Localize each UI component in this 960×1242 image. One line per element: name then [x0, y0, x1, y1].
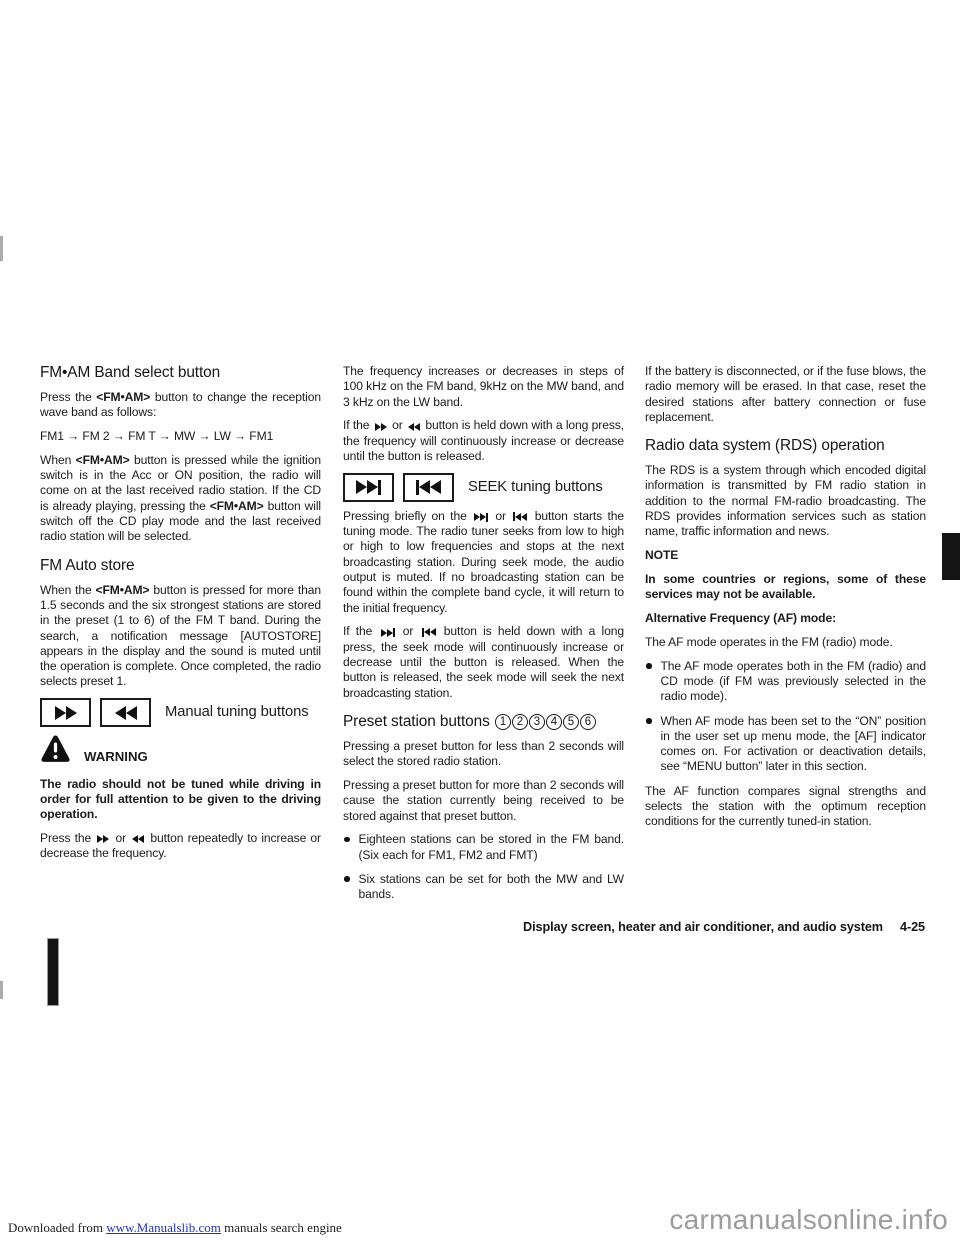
text-run: button repeatedly to increase or decrease the frequency.	[40, 830, 321, 861]
seek-forward-icon	[474, 513, 488, 522]
bullet-item	[343, 832, 624, 863]
bullet-text	[661, 659, 927, 705]
column-middle	[343, 364, 624, 912]
text-run: The frequency increases or decreases in steps of 100 kHz on the FM band, 9kHz on the MW band, and 3 kHz on the LW band.	[343, 364, 624, 409]
preset-number-badge: 5	[563, 714, 579, 730]
text-run: button is held down with a long press, the frequency will continuously increase or decrease until the button is released.	[343, 418, 624, 463]
page-number: 4-25	[900, 920, 925, 934]
preset-number-badges	[494, 713, 596, 730]
paragraph	[343, 418, 624, 464]
preset-number-badge: 4	[546, 714, 562, 730]
bold-text: The radio should not be tuned while driving in order for full attention to be given to the driving operation.	[40, 776, 321, 822]
paragraph	[343, 778, 624, 824]
text-run: When AF mode has been set to the “ON” position in the user set up menu mode, the [AF] indicator comes on. For activation or deactivation details, see “MENU button” later in this section.	[660, 713, 926, 774]
seek-backward-button	[403, 473, 454, 502]
bold-paragraph	[40, 777, 321, 823]
paragraph	[40, 453, 321, 545]
rewind-icon	[408, 423, 420, 431]
section-heading	[40, 557, 321, 575]
paragraph	[40, 429, 321, 444]
paragraph	[343, 364, 624, 410]
text-run: button will switch off the CD play mode and the last received radio station will be selected.	[40, 498, 321, 544]
preset-number-badge: 6	[580, 714, 596, 730]
bold-text: <FM•AM>	[75, 452, 130, 467]
fast-forward-icon	[97, 835, 109, 843]
fast-forward-icon	[55, 706, 77, 720]
text-run: button is pressed for more than 1.5 seconds and the six strongest stations are stored in the preset (1 to 6) of the FM T band. During the search, a notification message [AUTOSTORE] appears in the display and the sound is muted until the operation is complete. Once completed, the radio selects preset 1.	[40, 582, 321, 689]
text-run: Pressing a preset button for less than 2 seconds will select the stored radio station.	[343, 738, 624, 769]
paragraph	[343, 739, 624, 770]
text-run: or	[111, 830, 131, 845]
bold-paragraph	[645, 611, 926, 626]
text-run: FM•AM Band select button	[40, 364, 221, 381]
bullet-icon	[344, 837, 350, 843]
warning-triangle-icon	[40, 734, 71, 767]
bullet-icon	[646, 718, 652, 724]
text-run: or	[388, 418, 407, 433]
seek-forward-button	[343, 473, 394, 502]
paragraph	[40, 583, 321, 690]
bullet-item	[645, 714, 926, 775]
bold-text: <FM•AM>	[209, 498, 264, 513]
scan-artifact-bar	[48, 939, 58, 1005]
text-run: or	[490, 508, 512, 523]
paragraph	[40, 831, 321, 862]
preset-number-badge: 1	[495, 714, 511, 730]
text-run: Pressing briefly on the	[343, 508, 473, 523]
text-run: When the	[40, 582, 96, 597]
seek-forward-icon	[356, 480, 381, 495]
bold-text: <FM•AM>	[96, 390, 151, 404]
text-run: FM Auto store	[40, 556, 135, 574]
fast-forward-icon	[375, 423, 387, 431]
bullet-item	[343, 872, 624, 903]
text-run: If the	[343, 418, 373, 433]
bold-paragraph	[645, 572, 926, 603]
text-run: The AF function compares signal strengths and selects the station with the optimum reception conditions for the currently tuned-in station.	[645, 783, 926, 829]
section-heading	[343, 713, 624, 731]
bold-text: <FM•AM>	[95, 582, 150, 597]
text-run: button to change the reception wave band as follows:	[40, 390, 321, 420]
text-run: If the battery is disconnected, or if the fuse blows, the radio memory will be erased. In that case, reset the desired stations after battery connection or fuse replacement.	[645, 364, 926, 424]
download-note-suffix: manuals search engine	[220, 1220, 342, 1235]
preset-number-badge: 3	[529, 714, 545, 730]
rewind-icon	[132, 835, 144, 843]
seek-backward-icon	[416, 480, 441, 495]
bold-text: In some countries or regions, some of these services may not be available.	[645, 571, 926, 602]
bullet-icon	[344, 876, 350, 882]
bullet-text	[661, 714, 927, 775]
text-run: The AF mode operates both in the FM (radio) and CD mode (if FM was previously selected in the radio mode).	[660, 658, 926, 704]
text-run: Press the	[40, 390, 97, 404]
seek-backward-icon	[422, 628, 436, 637]
bullet-item	[645, 659, 926, 705]
preset-number-badge: 2	[512, 714, 528, 730]
column-left	[40, 364, 321, 870]
paragraph	[40, 390, 321, 421]
text-run: Six stations can be set for both the MW and LW bands.	[358, 871, 624, 902]
paragraph	[645, 784, 926, 830]
page-footer	[523, 920, 925, 934]
watermark: carmanualsonline.info	[669, 1204, 948, 1235]
button-row-label: Manual tuning buttons	[165, 704, 309, 721]
button-illustration-row	[40, 698, 321, 727]
text-run: The AF mode operates in the FM (radio) mode.	[645, 634, 893, 649]
warning-row	[40, 734, 321, 767]
bullet-text	[359, 872, 625, 903]
text-run: If the	[343, 624, 379, 639]
text-run: The RDS is a system through which encoded digital information is transmitted by FM radio station in addition to the normal FM-radio broadcasting. The RDS provides information services such as station name, traffic information and news.	[645, 463, 926, 539]
fast-forward-button	[40, 698, 91, 727]
paragraph	[645, 635, 926, 650]
bold-paragraph	[645, 548, 926, 563]
column-right	[645, 364, 926, 838]
text-run: button is held down with a long press, the seek mode will continuously increase or decrease until the button is released. When the button is released, the seek mode will seek the next broadcasting station.	[343, 624, 624, 700]
bullet-text	[359, 832, 625, 863]
bold-text: NOTE	[645, 548, 679, 563]
scan-artifact-strip	[0, 236, 3, 261]
download-note	[8, 1220, 342, 1236]
warning-label: WARNING	[84, 749, 148, 765]
bullet-icon	[646, 663, 652, 669]
rewind-button	[100, 698, 151, 727]
text-run: Press the	[40, 830, 96, 845]
button-row-label: SEEK tuning buttons	[468, 478, 603, 495]
manualslib-link[interactable]: www.Manualslib.com	[106, 1220, 221, 1235]
seek-forward-icon	[381, 628, 395, 637]
paragraph	[343, 509, 624, 616]
text-run: When	[40, 452, 76, 467]
text-run: Pressing a preset button for more than 2 seconds will cause the station currently being received to be stored against that preset button.	[343, 777, 624, 823]
text-run: Preset station buttons	[343, 712, 494, 730]
download-note-prefix: Downloaded from	[8, 1220, 107, 1235]
text-run: Eighteen stations can be stored in the FM band. (Six each for FM1, FM2 and FMT)	[358, 832, 624, 862]
scan-artifact-strip	[0, 981, 3, 999]
footer-section-title: Display screen, heater and air conditioner, and audio system	[523, 920, 883, 934]
section-tab-marker	[942, 533, 960, 580]
section-heading	[645, 437, 926, 455]
paragraph	[645, 364, 926, 425]
text-run: button is pressed while the ignition switch is in the Acc or ON position, the radio will come on at the last received radio station. If the CD is already playing, pressing the	[40, 452, 321, 513]
rewind-icon	[115, 706, 137, 720]
text-run: Radio data system (RDS) operation	[645, 437, 885, 455]
text-run: button starts the tuning mode. The radio tuner seeks from low to high or high to low frequencies and stops at the next broadcasting station. During seek mode, the audio output is muted. If no broadcasting station can be found within the complete band cycle, it will return to the initial frequency.	[343, 508, 624, 615]
paragraph	[645, 463, 926, 539]
button-illustration-row	[343, 473, 624, 502]
bold-text: Alternative Frequency (AF) mode:	[645, 611, 837, 626]
paragraph	[343, 624, 624, 700]
seek-backward-icon	[513, 512, 527, 521]
text-run: or	[396, 624, 420, 639]
section-heading	[40, 364, 321, 382]
text-run: FM1 → FM 2 → FM T → MW → LW → FM1	[40, 429, 274, 444]
